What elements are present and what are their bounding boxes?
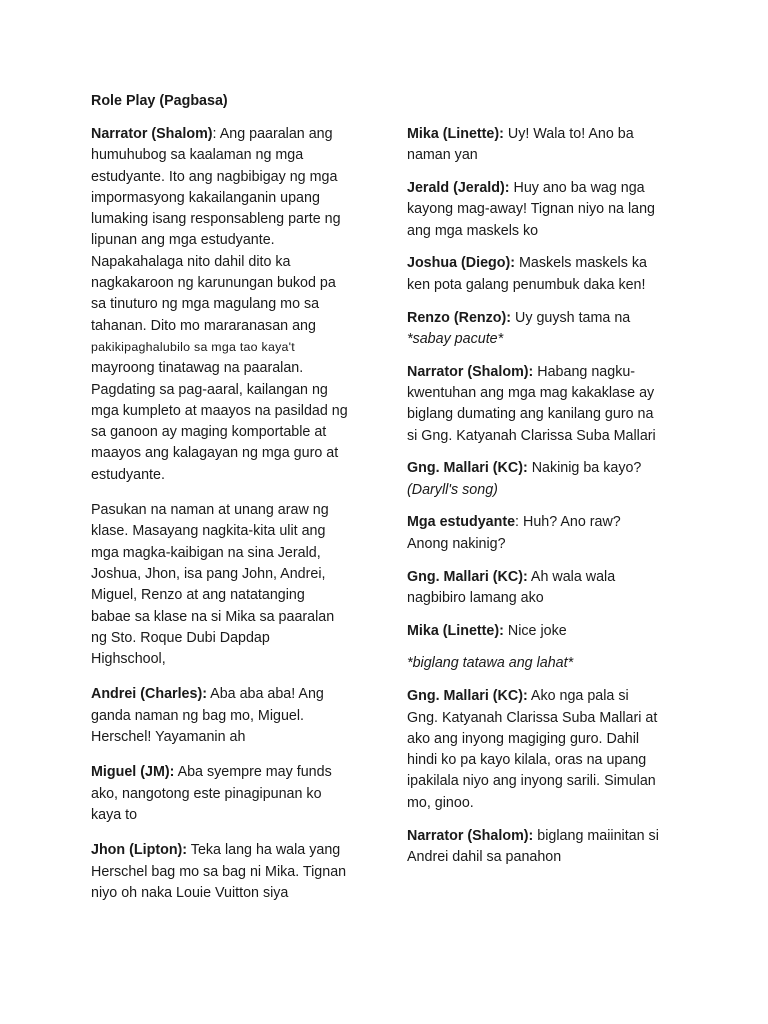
dialogue-paragraph	[91, 684, 366, 748]
text-line: kaya to	[91, 806, 138, 823]
text-line: impormasyong kakailanganin upang	[91, 189, 320, 206]
text-line: Narrator (Shalom): biglang maiinitan si	[407, 827, 659, 844]
dialogue-paragraph	[407, 458, 697, 501]
text-line: si Gng. Katyanah Clarissa Suba Mallari	[407, 427, 656, 444]
text-line: estudyante. Ito ang nagbibigay ng mga	[91, 168, 338, 185]
text-line: Mga estudyante: Huh? Ano raw?	[407, 514, 621, 531]
text-line: naman yan	[407, 147, 478, 164]
text-line: ako ang inyong magiging guro. Dahil	[407, 730, 640, 747]
text-line: Herschel! Yayamanin ah	[91, 729, 246, 746]
dialogue-paragraph	[91, 124, 366, 486]
text-line: Andrei (Charles): Aba aba aba! Ang	[91, 686, 324, 703]
left-column	[91, 124, 366, 918]
speaker-name: Gng. Mallari (KC):	[407, 568, 528, 585]
text-line: ng Sto. Roque Dubi Dapdap	[91, 629, 270, 646]
text-line: ken pota galang penumbuk daka ken!	[407, 276, 646, 293]
text-line: Gng. Mallari (KC): Ako nga pala si	[407, 688, 629, 705]
speaker-name: Gng. Mallari (KC):	[407, 688, 528, 705]
text-line: ako, nangotong este pinagipunan ko	[91, 785, 322, 802]
text-line: sa tinuturo ng mga magulang mo sa	[91, 296, 320, 313]
text-line: Pagdating sa pag-aaral, kailangan ng	[91, 381, 328, 398]
text-line: Joshua (Diego): Maskels maskels ka	[407, 255, 647, 272]
speaker-name: Miguel (JM):	[91, 764, 175, 781]
speaker-name: Mika (Linette):	[407, 126, 504, 142]
text-line: Highschool,	[91, 651, 166, 668]
text-line: Herschel bag mo sa bag ni Mika. Tignan	[91, 863, 347, 880]
dialogue-paragraph	[407, 308, 697, 351]
speaker-name: Narrator (Shalom):	[407, 363, 534, 380]
dialogue-paragraph	[407, 362, 697, 447]
text-line: mo, ginoo.	[407, 794, 474, 811]
text-line: Gng. Mallari (KC): Ah wala wala	[407, 568, 616, 585]
text-line: Mika (Linette): Uy! Wala to! Ano ba	[407, 126, 634, 142]
text-line: Narrator (Shalom): Habang nagku-	[407, 363, 636, 380]
dialogue-paragraph	[91, 840, 366, 904]
speaker-name: Narrator (Shalom):	[407, 827, 534, 844]
text-line: Pasukan na naman at unang araw ng	[91, 502, 329, 519]
text-line: Joshua, Jhon, isa pang John, Andrei,	[91, 565, 326, 582]
speaker-name: Narrator (Shalom)	[91, 126, 213, 142]
text-line: maayos ang kalagayan ng mga guro at	[91, 445, 339, 462]
speaker-name: Renzo (Renzo):	[407, 309, 512, 326]
dialogue-paragraph	[91, 762, 366, 826]
text-line: mga magka-kaibigan na sina Jerald,	[91, 544, 321, 561]
text-line: hindi ko pa kayo kilala, oras na upang	[407, 752, 647, 769]
text-line: Renzo (Renzo): Uy guysh tama na	[407, 309, 631, 326]
text-line: Miguel (JM): Aba syempre may funds	[91, 764, 332, 781]
text-line: Miguel, Renzo at ang natatanging	[91, 587, 305, 604]
text-line: estudyante.	[91, 466, 165, 483]
stage-direction: *biglang tatawa ang lahat*	[407, 655, 574, 672]
dialogue-paragraph	[407, 826, 697, 869]
text-line: humuhubog sa kaalaman ng mga	[91, 147, 304, 164]
text-line: Anong nakinig?	[407, 535, 506, 552]
text-line: babae sa klase na si Mika sa paaralan	[91, 608, 335, 625]
right-column	[407, 124, 697, 880]
text-line: sa ganoon ay maging komportable at	[91, 424, 327, 441]
narrative-paragraph	[91, 500, 366, 670]
dialogue-paragraph	[407, 178, 697, 242]
text-line: ipakilala niyo ang inyong sarili. Simulan	[407, 773, 656, 790]
speaker-name: Gng. Mallari (KC):	[407, 460, 528, 477]
stage-direction: *sabay pacute*	[407, 330, 504, 347]
text-line: Napakahalaga nito dahil dito ka	[91, 253, 291, 270]
dialogue-paragraph	[407, 686, 697, 814]
text-line: Gng. Katyanah Clarissa Suba Mallari at	[407, 709, 658, 726]
text-line: mga kumpleto at maayos na pasildad ng	[91, 402, 348, 419]
speaker-name: Andrei (Charles):	[91, 686, 207, 703]
text-line: tahanan. Dito mo mararanasan ang	[91, 317, 316, 334]
text-line: lumaking isang responsableng parte ng	[91, 211, 341, 228]
dialogue-paragraph	[407, 621, 697, 642]
dialogue-paragraph	[407, 512, 697, 555]
dialogue-paragraph	[407, 124, 697, 167]
text-line: Mika (Linette): Nice joke	[407, 622, 567, 639]
speaker-name: Mika (Linette):	[407, 622, 504, 639]
dialogue-paragraph	[407, 567, 697, 610]
stage-direction: (Daryll's song)	[407, 481, 498, 498]
document-title: Role Play (Pagbasa)	[91, 93, 228, 109]
text-line: pakikipaghalubilo sa mga tao kaya't	[91, 339, 295, 354]
text-line: mayroong tinatawag na paaralan.	[91, 360, 304, 377]
text-line: ganda naman ng bag mo, Miguel.	[91, 707, 305, 724]
text-line: nagkakaroon ng karunungan bukod pa	[91, 275, 336, 292]
text-line: lipunan ang mga estudyante.	[91, 232, 275, 249]
text-line: niyo oh naka Louie Vuitton siya	[91, 884, 289, 901]
text-line: Jerald (Jerald): Huy ano ba wag nga	[407, 180, 645, 197]
speaker-name: Joshua (Diego):	[407, 255, 516, 272]
text-line: Gng. Mallari (KC): Nakinig ba kayo?	[407, 460, 642, 477]
text-line: Jhon (Lipton): Teka lang ha wala yang	[91, 842, 341, 859]
text-line: ang mga maskels ko	[407, 222, 539, 239]
speaker-name: Jerald (Jerald):	[407, 180, 510, 197]
text-line: biglang dumating ang kanilang guro na	[407, 406, 654, 423]
text-line: kwentuhan ang mga mag kakaklase ay	[407, 384, 655, 401]
text-line: kayong mag-away! Tignan niyo na lang	[407, 201, 655, 218]
speaker-name: Mga estudyante	[407, 514, 516, 531]
text-line: Andrei dahil sa panahon	[407, 848, 562, 865]
stage-direction-paragraph	[407, 653, 697, 674]
text-line: Narrator (Shalom): Ang paaralan ang	[91, 126, 333, 142]
speaker-name: Jhon (Lipton):	[91, 842, 188, 859]
dialogue-paragraph	[407, 253, 697, 296]
text-line: nagbibiro lamang ako	[407, 589, 544, 606]
text-line: klase. Masayang nagkita-kita ulit ang	[91, 523, 326, 540]
